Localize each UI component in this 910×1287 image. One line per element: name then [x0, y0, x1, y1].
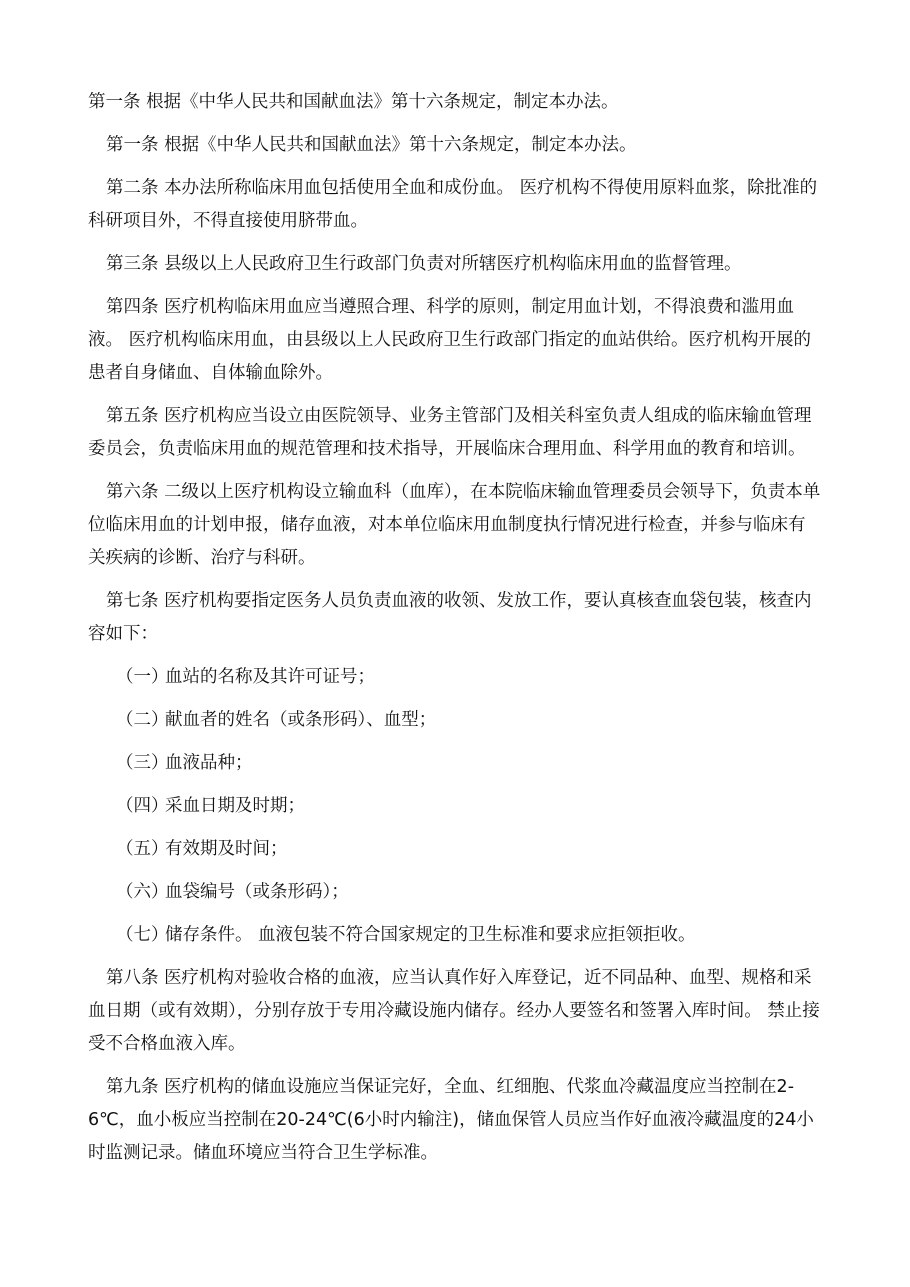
list-item — [88, 833, 822, 866]
article-1-unindented: 第一条 根据《中华人民共和国献血法》第十六条规定，制定本办法。 — [88, 92, 619, 112]
article-1: 第一条 根据《中华人民共和国献血法》第十六条规定，制定本办法。 — [106, 135, 637, 155]
list-item-text: 血站的名称及其许可证号； — [165, 667, 375, 687]
article-2: 第二条 本办法所称临床用血包括使用全血和成份血。 医疗机构不得使用原料血浆，除批准的科研项目外，不得直接使用脐带血。 — [88, 178, 818, 231]
list-item-text: 储存条件。 血液包装不符合国家规定的卫生标准和要求应拒领拒收。 — [165, 925, 696, 945]
list-item-text: 血袋编号（或条形码）； — [165, 882, 349, 902]
list-item-number: （五） — [116, 839, 169, 859]
list-item-text: 血液品种； — [165, 753, 253, 773]
list-item-number: （三） — [116, 753, 169, 773]
list-item — [88, 704, 822, 737]
list-item-text: 有效期及时间； — [165, 839, 288, 859]
article-3: 第三条 县级以上人民政府卫生行政部门负责对所辖医疗机构临床用血的监督管理。 — [106, 254, 742, 274]
list-item — [88, 919, 822, 952]
list-item-text: 献血者的姓名（或条形码）、血型； — [165, 710, 437, 730]
list-item — [88, 747, 822, 780]
list-item-number: （四） — [116, 796, 169, 816]
article-5: 第五条 医疗机构应当设立由医院领导、业务主管部门及相关科室负责人组成的临床输血管理委员会，负责临床用血的规范管理和技术指导，开展临床合理用血、科学用血的教育和培训。 — [88, 406, 812, 459]
article-4: 第四条 医疗机构临床用血应当遵照合理、科学的原则，制定用血计划，不得浪费和滥用血液。 医疗机构临床用血，由县级以上人民政府卫生行政部门指定的血站供给。医疗机构开展的患者自身储血、自体输血除外。 — [88, 297, 812, 383]
list-item — [88, 876, 822, 909]
list-item — [88, 661, 822, 694]
list-item-number: （一） — [116, 667, 169, 687]
list-item — [88, 790, 822, 823]
article-9: 第九条 医疗机构的储血设施应当保证完好，全血、红细胞、代浆血冷藏温度应当控制在2-6℃，血小板应当控制在20-24℃(6小时内输注)，储血保管人员应当作好血液冷藏温度的24小时监测记录。储血环境应当符合卫生学标准。 — [88, 1077, 814, 1163]
article-8: 第八条 医疗机构对验收合格的血液，应当认真作好入库登记，近不同品种、血型、规格和采血日期（或有效期），分别存放于专用冷藏设施内储存。经办人要签名和签署入库时间。 禁止接受不合格血液入库。 — [88, 968, 820, 1054]
list-item-text: 采血日期及时期； — [165, 796, 305, 816]
article-6: 第六条 二级以上医疗机构设立输血科（血库），在本院临床输血管理委员会领导下，负责本单位临床用血的计划申报，储存血液，对本单位临床用血制度执行情况进行检查，并参与临床有关疾病的诊断、治疗与科研。 — [88, 482, 821, 568]
list-item-number: （六） — [116, 882, 169, 902]
list-item-number: （二） — [116, 710, 169, 730]
article-7: 第七条 医疗机构要指定医务人员负责血液的收领、发放工作，要认真核查血袋包装，核查内容如下： — [88, 591, 812, 644]
list-item-number: （七） — [116, 925, 169, 945]
